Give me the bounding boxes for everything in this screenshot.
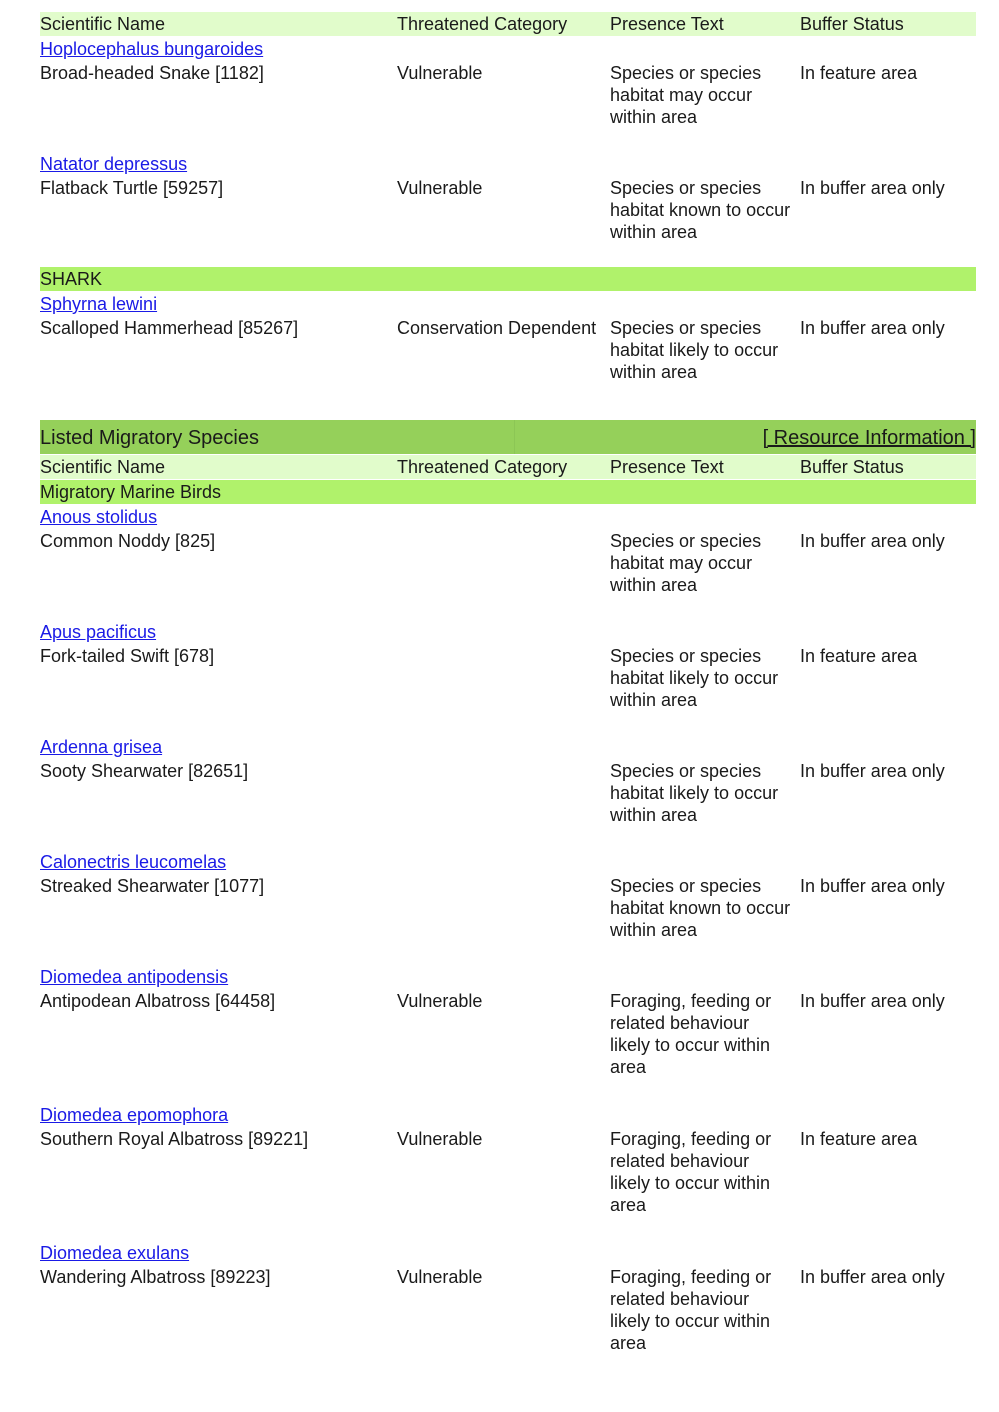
common-name: Antipodean Albatross [64458]	[40, 991, 276, 1011]
threatened-category: Vulnerable	[397, 991, 483, 1011]
column-header-row	[40, 455, 976, 479]
group-label: SHARK	[40, 269, 103, 289]
buffer-status: In feature area	[800, 1129, 918, 1149]
buffer-status: In buffer area only	[800, 761, 945, 781]
buffer-status: In buffer area only	[800, 531, 945, 551]
common-name: Fork-tailed Swift [678]	[40, 646, 215, 666]
header-buffer-status: Buffer Status	[800, 457, 904, 477]
threatened-category: Vulnerable	[397, 63, 483, 83]
presence-text: Species or species habitat likely to occur within area	[610, 761, 779, 825]
common-name: Southern Royal Albatross [89221]	[40, 1129, 309, 1149]
common-name: Broad-headed Snake [1182]	[40, 63, 264, 83]
species-scientific-link[interactable]: Ardenna grisea	[40, 737, 163, 757]
header-scientific-name: Scientific Name	[40, 457, 166, 477]
buffer-status: In feature area	[800, 63, 918, 83]
threatened-category: Conservation Dependent	[397, 318, 597, 338]
presence-text: Foraging, feeding or related behaviour likely to occur within area	[610, 1267, 772, 1353]
presence-text: Species or species habitat may occur within area	[610, 63, 762, 127]
header-threatened-category: Threatened Category	[397, 457, 568, 477]
header-presence-text: Presence Text	[610, 457, 724, 477]
species-scientific-link[interactable]: Diomedea epomophora	[40, 1105, 229, 1125]
species-scientific-link[interactable]: Calonectris leucomelas	[40, 852, 227, 872]
buffer-status: In buffer area only	[800, 178, 945, 198]
species-scientific-link[interactable]: Anous stolidus	[40, 507, 158, 527]
threatened-category: Vulnerable	[397, 178, 483, 198]
common-name: Wandering Albatross [89223]	[40, 1267, 271, 1287]
species-scientific-link[interactable]: Diomedea antipodensis	[40, 967, 229, 987]
common-name: Common Noddy [825]	[40, 531, 216, 551]
group-label: Migratory Marine Birds	[40, 482, 222, 502]
presence-text: Species or species habitat likely to occur within area	[610, 318, 779, 382]
presence-text: Foraging, feeding or related behaviour likely to occur within area	[610, 1129, 772, 1215]
group-header-migratory-marine-birds	[40, 480, 976, 504]
threatened-category: Vulnerable	[397, 1267, 483, 1287]
species-scientific-link[interactable]: Apus pacificus	[40, 622, 157, 642]
presence-text: Foraging, feeding or related behaviour likely to occur within area	[610, 991, 772, 1077]
buffer-status: In feature area	[800, 646, 918, 666]
presence-text: Species or species habitat known to occur within area	[610, 178, 791, 242]
header-threatened-category: Threatened Category	[397, 14, 568, 34]
presence-text: Species or species habitat known to occur within area	[610, 876, 791, 940]
column-header-row	[40, 12, 976, 36]
common-name: Scalloped Hammerhead [85267]	[40, 318, 299, 338]
header-presence-text: Presence Text	[610, 14, 724, 34]
species-scientific-link[interactable]: Natator depressus	[40, 154, 188, 174]
common-name: Streaked Shearwater [1077]	[40, 876, 265, 896]
common-name: Sooty Shearwater [82651]	[40, 761, 249, 781]
threatened-category: Vulnerable	[397, 1129, 483, 1149]
resource-information-link[interactable]: [ Resource Information ]	[762, 427, 976, 449]
header-buffer-status: Buffer Status	[800, 14, 904, 34]
header-scientific-name: Scientific Name	[40, 14, 166, 34]
buffer-status: In buffer area only	[800, 1267, 945, 1287]
section-divider	[514, 420, 515, 454]
species-scientific-link[interactable]: Diomedea exulans	[40, 1243, 190, 1263]
section-title: Listed Migratory Species	[40, 427, 259, 449]
species-scientific-link[interactable]: Hoplocephalus bungaroides	[40, 39, 264, 59]
presence-text: Species or species habitat likely to occur within area	[610, 646, 779, 710]
group-header-shark	[40, 267, 976, 291]
section-header-migratory	[40, 420, 976, 454]
buffer-status: In buffer area only	[800, 991, 945, 1011]
buffer-status: In buffer area only	[800, 876, 945, 896]
buffer-status: In buffer area only	[800, 318, 945, 338]
species-scientific-link[interactable]: Sphyrna lewini	[40, 294, 158, 314]
presence-text: Species or species habitat may occur within area	[610, 531, 762, 595]
common-name: Flatback Turtle [59257]	[40, 178, 224, 198]
